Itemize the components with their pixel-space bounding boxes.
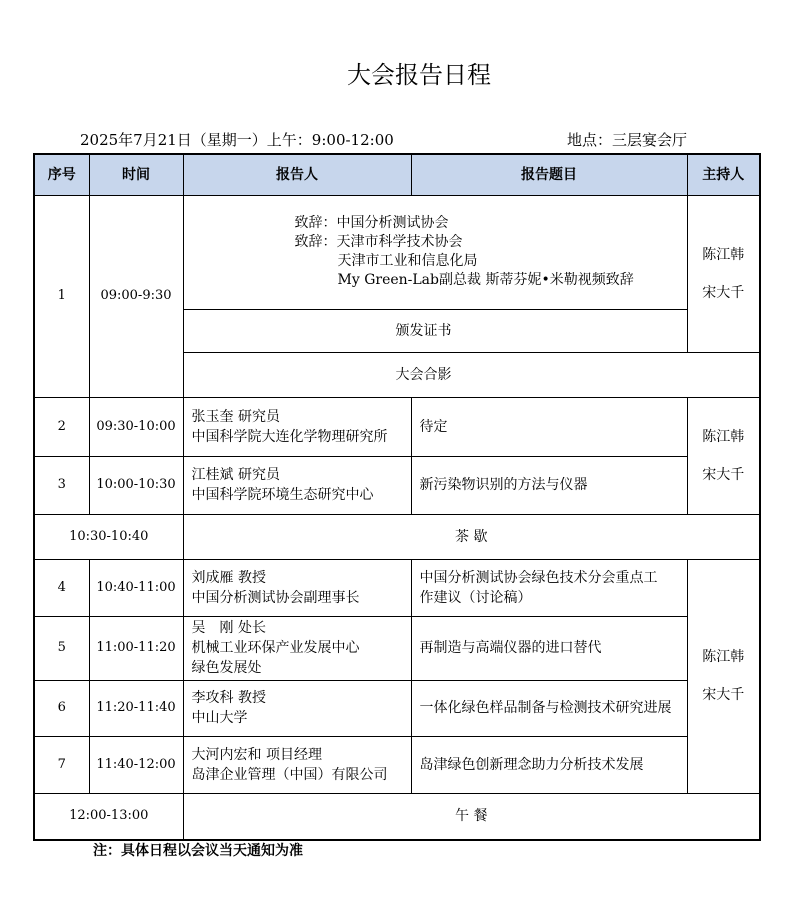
topic-cell: 新污染物识别的方法与仪器: [411, 456, 687, 514]
speaker-affiliation: 中山大学: [191, 710, 248, 726]
table-row: [34, 680, 760, 736]
topic-cell: 一体化绿色样品制备与检测技术研究进展: [411, 680, 687, 736]
speaker-cell: [183, 616, 411, 680]
table-row: [34, 456, 760, 514]
row-time: 09:00-9:30: [89, 195, 183, 397]
row-no: 1: [34, 195, 89, 397]
topic-cell: [411, 559, 687, 616]
schedule-note: 注：具体日程以会议当天通知为准: [93, 843, 303, 859]
table-row-break: [34, 793, 760, 840]
speaker-name: 李攻科 教授: [191, 690, 266, 706]
row-time: 10:40-11:00: [89, 559, 183, 616]
remark-line: 致辞：中国分析测试协会: [294, 215, 449, 231]
table-row: [34, 559, 760, 616]
schedule-table: [33, 153, 761, 841]
speaker-cell: [183, 736, 411, 793]
host-name: 宋大千: [702, 284, 745, 301]
schedule-location: 地点：三层宴会厅: [567, 131, 688, 149]
row-no: 6: [34, 680, 89, 736]
table-row: [34, 616, 760, 680]
host-name: 宋大千: [702, 687, 745, 703]
row-no: 3: [34, 456, 89, 514]
header-speaker: 报告人: [183, 154, 411, 195]
host-cell: [687, 559, 760, 793]
host-cell: [687, 397, 760, 514]
table-row: [34, 397, 760, 456]
speaker-affiliation: 机械工业环保产业发展中心: [191, 640, 360, 656]
lunch-time: 12:00-13:00: [34, 793, 183, 840]
speaker-affiliation: 绿色发展处: [191, 660, 262, 676]
topic-cell: 再制造与高端仪器的进口替代: [411, 616, 687, 680]
table-header-row: [34, 154, 760, 195]
row-no: 5: [34, 616, 89, 680]
lunch-label: 午 餐: [183, 793, 760, 840]
speaker-affiliation: 中国分析测试协会副理事长: [191, 589, 360, 606]
topic-text: 中国分析测试协会绿色技术分会重点工作建议（讨论稿）: [419, 569, 658, 606]
certificate-ceremony: 颁发证书: [183, 309, 687, 352]
remark-line: 致辞：天津市科学技术协会: [294, 234, 463, 250]
host-name: 陈江韩: [702, 246, 745, 263]
row-no: 2: [34, 397, 89, 456]
row-time: 11:00-11:20: [89, 616, 183, 680]
table-row: [34, 195, 760, 309]
speaker-name: 江桂斌 研究员: [191, 467, 280, 483]
row-time: 11:20-11:40: [89, 680, 183, 736]
speaker-name: 大河内宏和 项目经理: [191, 746, 322, 763]
speaker-affiliation: 中国科学院环境生态研究中心: [191, 487, 374, 503]
speaker-cell: [183, 456, 411, 514]
header-no: 序号: [34, 154, 89, 195]
speaker-cell: [183, 397, 411, 456]
break-time: 10:30-10:40: [34, 514, 183, 559]
speaker-affiliation: 中国科学院大连化学物理研究所: [191, 428, 388, 445]
topic-cell: 岛津绿色创新理念助力分析技术发展: [411, 736, 687, 793]
table-row: [34, 736, 760, 793]
speaker-name: 刘成雁 教授: [191, 569, 266, 586]
schedule-date-time: 2025年7月21日（星期一）上午：9:00-12:00: [80, 131, 394, 149]
speaker-cell: [183, 680, 411, 736]
host-name: 陈江韩: [702, 649, 745, 665]
host-cell: [687, 195, 760, 352]
speaker-cell: [183, 559, 411, 616]
remark-line: My Green-Lab副总裁 斯蒂芬妮•米勒视频致辞: [337, 272, 634, 288]
row-time: 10:00-10:30: [89, 456, 183, 514]
header-topic: 报告题目: [411, 154, 687, 195]
speaker-name: 吴 刚 处长: [191, 620, 266, 636]
remark-line: 天津市工业和信息化局: [337, 253, 478, 269]
table-row-break: [34, 514, 760, 559]
row-no: 7: [34, 736, 89, 793]
page-title: 大会报告日程: [347, 61, 491, 89]
header-time: 时间: [89, 154, 183, 195]
header-host: 主持人: [687, 154, 760, 195]
row-time: 09:30-10:00: [89, 397, 183, 456]
group-photo: 大会合影: [183, 352, 760, 397]
topic-cell: 待定: [411, 397, 687, 456]
row-no: 4: [34, 559, 89, 616]
row-time: 11:40-12:00: [89, 736, 183, 793]
opening-remarks: [183, 195, 687, 309]
tea-break-label: 茶 歇: [183, 514, 760, 559]
speaker-affiliation: 岛津企业管理（中国）有限公司: [191, 766, 388, 783]
host-name: 陈江韩: [702, 428, 745, 445]
host-name: 宋大千: [702, 466, 745, 483]
speaker-name: 张玉奎 研究员: [191, 408, 280, 425]
